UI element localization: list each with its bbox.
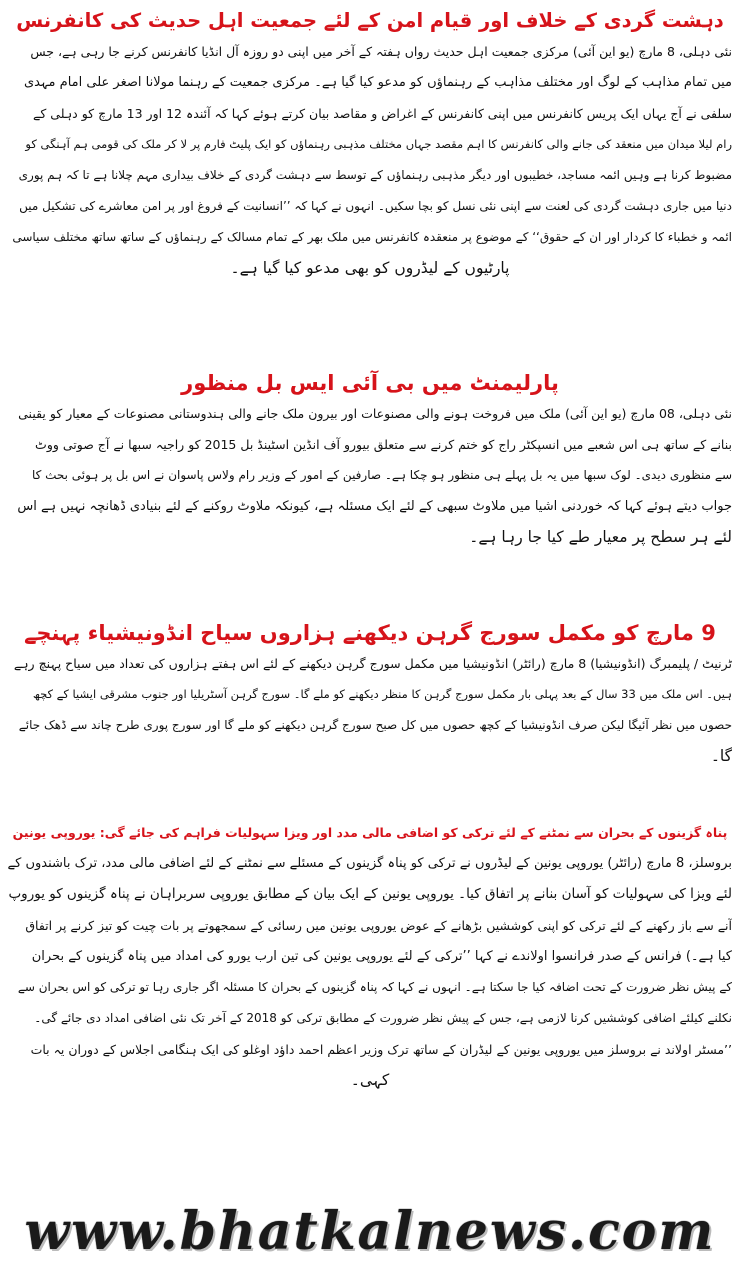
article-line: نکلنے کیلئے اضافی کوششیں کرنا لازمی ہے، جس کے پیش نظر ضرورت کے مطابق ترکی کو 2018 کے آخر تک نئی اضافی امداد دی جائے گی۔ (34, 1011, 732, 1025)
article-body (0, 398, 740, 553)
article-line: میں تمام مذاہب کے لوگ اور مختلف مذاہب کے رہنماؤں کو مدعو کیا گیا ہے۔ مرکزی جمعیت کے رہنما مولانا اصغر علی امام مہدی (23, 75, 732, 90)
article-line: سلفی نے آج یہاں ایک پریس کانفرنس میں اپنی کانفرنس کے اغراض و مقاصد بیان کرتے ہوئے کہا کہ آئندہ 12 اور 13 مارچ کو دہلی کے (33, 106, 732, 121)
article-line: نئی دہلی، 8 مارچ (یو این آئی) مرکزی جمعیت اہل حدیث رواں ہفتہ کے آخر میں اپنی دو روزہ آل انڈیا کانفرنس کرنے جا رہی ہے، جس (30, 44, 732, 59)
article-line: لئے ہر سطح پر معیار طے کیا جا رہا ہے۔ (469, 528, 732, 546)
site-url: www.bhatkalnews.com (24, 1201, 716, 1262)
article-line: پارٹیوں کے لیڈروں کو بھی مدعو کیا گیا ہے۔ (230, 259, 510, 277)
site-watermark (0, 1201, 740, 1262)
article-line: ’’مسٹر اولاند نے بروسلز میں یوروپی یونین کے لیڈران کے ساتھ ترک وزیر اعظم احمد داؤد اوغلو کی ایک ہنگامی اجلاس کے دوران یہ بات (30, 1042, 732, 1057)
article-line: سے منظوری دیدی۔ لوک سبھا میں یہ بل پہلے ہی منظور ہو چکا ہے۔ صارفین کے امور کے وزیر رام ولاس پاسوان نے اس بل پر ہوئی بحث کا (31, 468, 732, 482)
article-headline: پناہ گزینوں کے بحران سے نمٹنے کے لئے ترکی کو اضافی مالی مدد اور ویزا سہولیات فراہم کی جائے گی: یوروپی یونین (12, 825, 728, 840)
article-line: لئے ویزا کی سہولیات کو آسان بنانے پر اتفاق کیا۔ یوروپی یونین کے ایک بیان کے مطابق یوروپی سربراہان نے پناہ گزینوں کو یوروپ (8, 886, 732, 902)
article-line: نئی دہلی، 08 مارچ (یو این آئی) ملک میں فروخت ہونے والی مصنوعات اور بیرون ملک جانے والی ہندوستانی مصنوعات کے معیار کو یقینی (18, 406, 732, 421)
article-eu-turkey-refugees (0, 818, 740, 1096)
article-headline: پارلیمنٹ میں بی آئی ایس بل منظور (181, 371, 559, 395)
article-line: رام لیلا میدان میں منعقد کی جانے والی کانفرنس کا اہم مقصد جہاں مختلف مذہبی رہنماؤں کو ایک پلیٹ فارم پر لا کر ملک کی قومی ہم آہنگی کو (25, 137, 732, 151)
article-line: مضبوط کرنا ہے وہیں ائمہ مساجد، خطیبوں اور دیگر مذہبی رہنماؤں کے توسط سے دہشت گردی کے خلاف بیداری مہم چلانا ہے تا کہ ہم پوری (18, 168, 732, 182)
article-line: ہیں۔ اس ملک میں 33 سال کے بعد پہلی بار مکمل سورج گرہن کا منظر دیکھنے کو ملے گا۔ سورج گرہن آسٹریلیا اور جنوب مشرقی ایشیا کے کچھ (32, 687, 732, 701)
article-headline: 9 مارچ کو مکمل سورج گرہن دیکھنے ہزاروں سیاح انڈونیشیاء پہنچے (24, 621, 716, 645)
article-line: دنیا میں جاری دہشت گردی کی لعنت سے اپنی نئی نسل کو بچا سکیں۔ انہوں نے کہا کہ ’’انسانیت کے فروغ اور پر امن معاشرے کی تشکیل میں (19, 199, 732, 213)
article-line: ائمہ و خطباء کا کردار اور ان کے حقوق‘‘ کے موضوع پر منعقدہ کانفرنس میں ملک بھر کے تمام مسالک کے رہنماؤں کے ساتھ ساتھ مختلف سیاسی (12, 230, 732, 244)
article-bis-bill (0, 368, 740, 553)
article-body (0, 848, 740, 1096)
article-line: کہی۔ (350, 1071, 390, 1089)
article-headline: دہشت گردی کے خلاف اور قیام امن کے لئے جمعیت اہل حدیث کی کانفرنس (16, 9, 724, 32)
article-line: کیا ہے۔) فرانس کے صدر فرانسوا اولاندے نے کہا ’’ترکی کے لئے یوروپی یونین کی تین ارب یورو کی امداد میں پناہ گزینوں کے بحران (31, 949, 732, 964)
article-line: ٹرنیٹ / پلیمبرگ (انڈونیشیا) 8 مارچ (رائٹر) انڈونیشیا میں مکمل سورج گرہن دیکھنے کے لئے اس ہفتے ہزاروں کی تعداد میں سیاح پہنچ رہے (13, 656, 732, 671)
article-terrorism-conference (0, 6, 740, 284)
article-line: بروسلز، 8 مارچ (رائٹر) یوروپی یونین کے لیڈروں نے ترکی کو پناہ گزینوں کے مسئلے سے نمٹنے کے لئے اضافی مالی مدد، ترک باشندوں کے (8, 856, 732, 871)
article-body (0, 36, 740, 284)
article-body (0, 648, 740, 772)
article-line: گا۔ (710, 747, 732, 765)
article-line: جواب دیتے ہوئے کہا کہ خوردنی اشیا میں ملاوٹ سبھی کے لئے ایک مسئلہ ہے، کیونکہ ملاوٹ روکنے کے لئے بنیادی ڈھانچہ نہیں ہے اس (17, 499, 732, 514)
article-line: کے پیش نظر ضرورت کے تحت اضافہ کیا جا سکتا ہے۔ انہوں نے کہا کہ پناہ گزینوں کے بحران کا مسئلہ اگر جاری رہا تو ترکی کو اس بحران سے (17, 980, 732, 994)
article-line: آنے سے باز رکھنے کے لئے ترکی کو اپنی کوششیں بڑھانے کے عوض یوروپی یونین میں رسائی کے سمجھوتے پر بات چیت کو تیز کرنے پر اتفاق (25, 918, 732, 933)
article-line: حصوں میں نظر آئیگا لیکن صرف انڈونیشیا کے کچھ حصوں میں کل صبح سورج گرہن دیکھنے کو ملے گا اور سورج پوری طرح چاند سے ڈھک جائے (18, 718, 732, 732)
article-solar-eclipse (0, 618, 740, 772)
article-line: بنانے کے ساتھ ہی اس شعبے میں انسپکٹر راج کو ختم کرنے سے متعلق بیورو آف انڈین اسٹینڈ بل 2015 کو راجیہ سبھا نے آج صوتی ووٹ (35, 437, 732, 452)
